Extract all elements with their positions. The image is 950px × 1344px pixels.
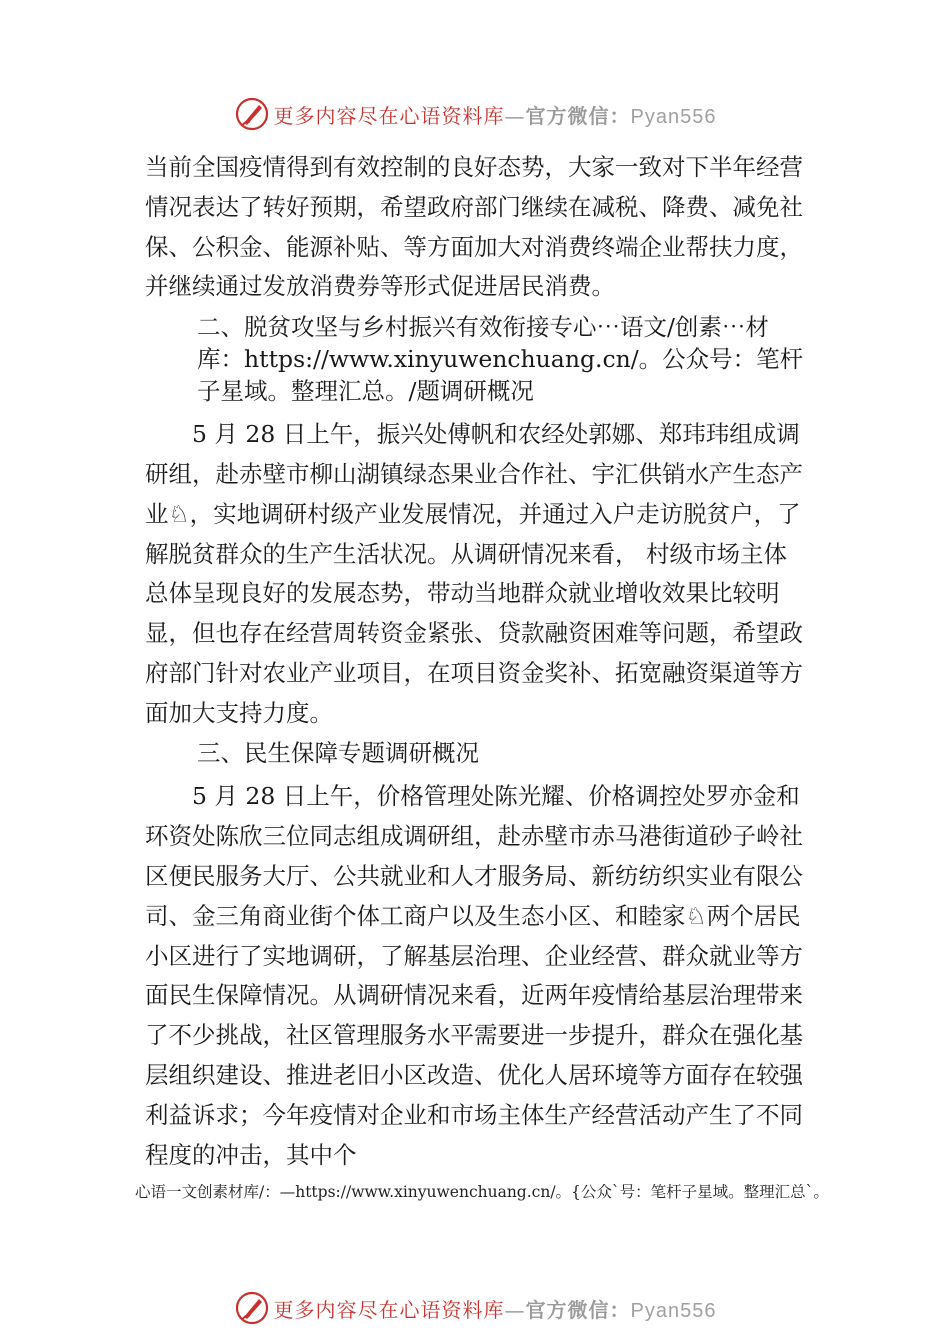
wechat-label: 官方微信： bbox=[525, 1297, 631, 1322]
section-heading-2: 二、脱贫攻坚与乡村振兴有效衔接专心⋯语文/创素⋯材库：https://www.xinyuwenchuang.cn/。公众号：笔杆子星域。整理汇总。/题调研概况 bbox=[197, 313, 804, 406]
wechat-id: Pyan556 bbox=[630, 105, 717, 128]
banner-title: 更多内容尽在心语资料库 bbox=[273, 1297, 505, 1322]
header-banner bbox=[0, 94, 950, 134]
section-heading-3: 三、民生保障专题调研概况 bbox=[197, 738, 479, 767]
footer-note: 心语一文创素材库/：—https://www.xinyuwenchuang.cn/。{公众`号：笔杆子星域。整理汇总`。 bbox=[135, 1183, 829, 1201]
quill-logo-icon bbox=[234, 96, 270, 132]
paragraph-1: 当前全国疫情得到有效控制的良好态势，大家一致对下半年经营情况表达了转好预期，希望政府部门继续在减税、降费、减免社保、公积金、能源补贴、等方面加大对消费终端企业帮扶力度，并继续通过发放消费券等形式促进居民消费。 bbox=[145, 153, 803, 301]
banner-separator: — bbox=[504, 103, 526, 128]
footer-banner bbox=[0, 1288, 950, 1328]
paragraph-3: 5 月 28 日上午，价格管理处陈光耀、价格调控处罗亦金和环资处陈欣三位同志组成调研组，赴赤壁市赤马港街道砂子岭社区便民服务大厅、公共就业和人才服务局、新纺纺织实业有限公司、金三角商业街个体工商户以及生态小区、和睦家♘两个居民小区进行了实地调研，了解基层治理、企业经营、群众就业等方面民生保障情况。从调研情况来看，近两年疫情给基层治理带来了不少挑战，社区管理服务水平需要进一步提升，群众在强化基层组织建设、推进老旧小区改造、优化人居环境等方面存在较强利益诉求；今年疫情对企业和市场主体生产经营活动产生了不同程度的冲击，其中个 bbox=[145, 782, 803, 1169]
banner-text bbox=[274, 100, 717, 129]
banner-separator: — bbox=[504, 1297, 526, 1322]
banner-title: 更多内容尽在心语资料库 bbox=[273, 103, 505, 128]
document-body bbox=[145, 148, 810, 1175]
wechat-id: Pyan556 bbox=[630, 1299, 717, 1322]
quill-logo-icon bbox=[234, 1290, 270, 1326]
wechat-label: 官方微信： bbox=[525, 103, 631, 128]
banner-text bbox=[274, 1294, 717, 1323]
paragraph-2: 5 月 28 日上午，振兴处傅帆和农经处郭娜、郑玮玮组成调研组，赴赤壁市柳山湖镇绿态果业合作社、宇汇供销水产生态产业♘，实地调研村级产业发展情况，并通过入户走访脱贫户，了解脱贫群众的生产生活状况。从调研情况来看， 村级市场主体总体呈现良好的发展态势，带动当地群众就业增收效果比较明显，但也存在经营周转资金紧张、贷款融资困难等问题，希望政府部门针对农业产业项目，在项目资金奖补、拓宽融资渠道等方面加大支持力度。 bbox=[145, 420, 803, 727]
